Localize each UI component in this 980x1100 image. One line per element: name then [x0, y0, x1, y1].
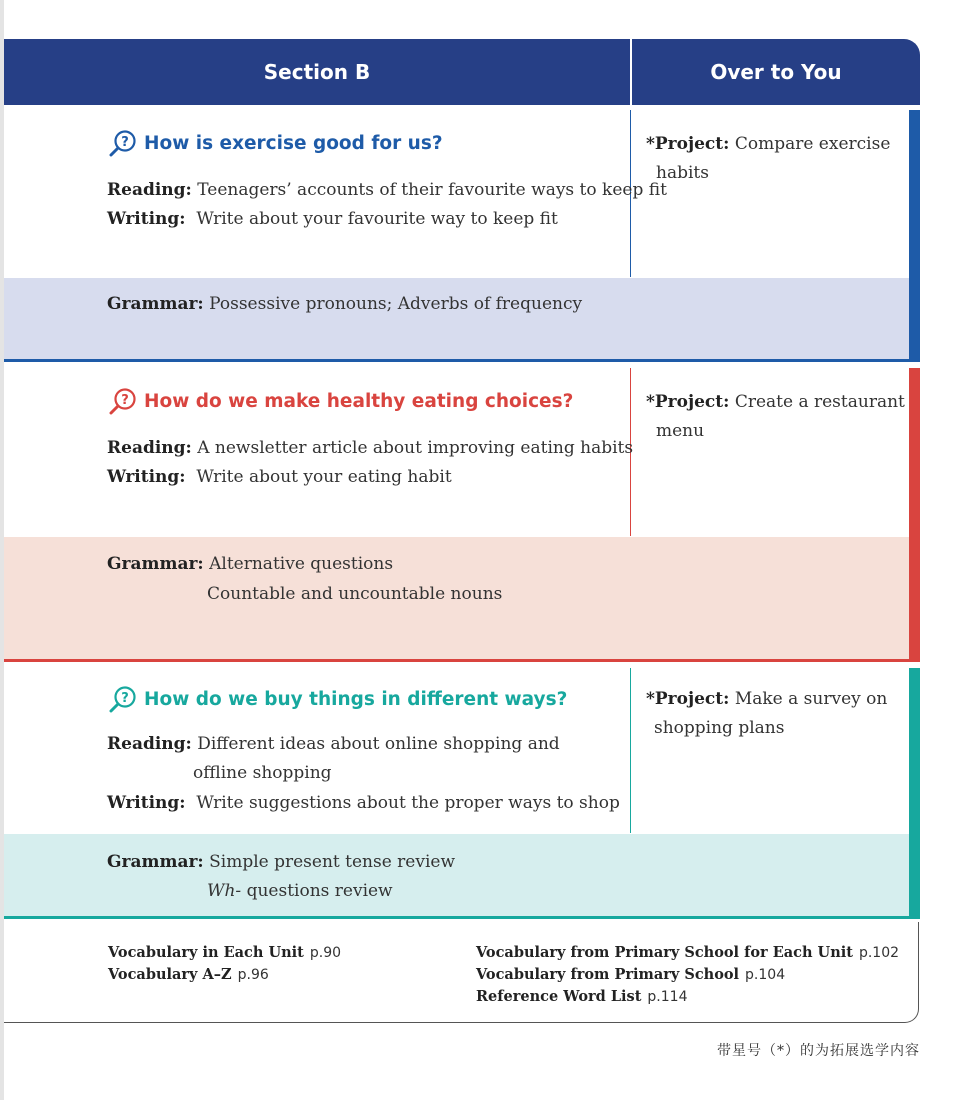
vocab-label: Vocabulary in Each Unit: [108, 944, 304, 961]
vocab-page: p.104: [745, 967, 786, 983]
grammar-line-2: [207, 881, 393, 901]
svg-text:?: ?: [121, 691, 129, 706]
project-cell: [646, 130, 890, 188]
vocab-label: Reference Word List: [476, 988, 642, 1005]
question-text: How is exercise good for us?: [144, 132, 443, 154]
unit-bottom-rule: [4, 659, 920, 662]
optional-content-note: 带星号（*）的为拓展选学内容: [717, 1043, 920, 1059]
grammar-label: Grammar:: [107, 294, 204, 314]
header-over-to-you: Over to You: [710, 60, 842, 84]
unit-color-bar: [909, 110, 920, 362]
vocab-label: Vocabulary from Primary School: [476, 966, 740, 983]
unit-block-exercise: [4, 110, 920, 362]
vocab-list-left: [108, 942, 341, 986]
grammar-line-2-rest: questions review: [241, 881, 393, 901]
question-text: How do we buy things in different ways?: [144, 688, 568, 710]
reading-text: A newsletter article about improving eating habits: [197, 438, 634, 458]
project-text: Compare exercise: [734, 134, 891, 154]
grammar-text: Alternative questions: [209, 554, 394, 574]
vocab-page: p.96: [237, 967, 269, 983]
writing-label: Writing:: [107, 209, 186, 229]
column-divider: [630, 668, 631, 833]
reading-line-2: offline shopping: [193, 763, 332, 783]
question-text: How do we make healthy eating choices?: [144, 390, 574, 412]
writing-line: [107, 467, 452, 487]
vocab-list-right: [476, 942, 899, 1008]
vocab-item: [108, 942, 341, 964]
unit-block-eating: [4, 368, 920, 662]
question-magnifier-icon: [108, 129, 138, 157]
vocab-item: [476, 986, 899, 1008]
unit-bottom-rule: [4, 916, 920, 919]
vocab-item: [476, 964, 899, 986]
unit-question: [108, 685, 567, 713]
vocab-item: [476, 942, 899, 964]
unit-question: [108, 129, 443, 157]
header-section-b: Section B: [263, 60, 371, 84]
vocab-page: p.114: [647, 989, 688, 1005]
vocabulary-footer: [4, 922, 919, 1023]
vocab-page: p.102: [858, 945, 900, 961]
grammar-line: [107, 294, 582, 314]
question-magnifier-icon: [108, 387, 138, 415]
reading-label: Reading:: [107, 734, 192, 754]
writing-text: Write about your eating habit: [196, 467, 452, 487]
svg-text:?: ?: [121, 393, 129, 408]
project-cell: [646, 685, 887, 743]
project-label: *Project:: [646, 392, 730, 412]
unit-color-bar: [909, 668, 920, 919]
vocab-item: [108, 964, 341, 986]
reading-line: [107, 180, 667, 200]
svg-text:?: ?: [121, 135, 129, 150]
grammar-wh-em: Wh-: [207, 881, 242, 901]
reading-text: Teenagers’ accounts of their favourite ways to keep fit: [197, 180, 667, 200]
unit-bottom-rule: [4, 359, 920, 362]
writing-text: Write about your favourite way to keep fit: [196, 209, 558, 229]
grammar-label: Grammar:: [107, 852, 204, 872]
grammar-text: Possessive pronouns; Adverbs of frequency: [209, 294, 583, 314]
grammar-line: [107, 554, 393, 574]
unit-color-bar: [909, 368, 920, 662]
vocab-label: Vocabulary A–Z: [108, 966, 232, 983]
reading-label: Reading:: [107, 438, 192, 458]
unit-block-shopping: [4, 668, 920, 919]
grammar-band: [4, 834, 909, 916]
project-text-cont: habits: [656, 163, 709, 183]
writing-label: Writing:: [107, 467, 186, 487]
project-cell: [646, 388, 905, 446]
unit-question: [108, 387, 573, 415]
grammar-line-2: Countable and uncountable nouns: [207, 584, 503, 604]
writing-label: Writing:: [107, 793, 186, 813]
writing-line: [107, 793, 620, 813]
project-text: Make a survey on: [734, 689, 888, 709]
reading-line: [107, 734, 560, 754]
reading-label: Reading:: [107, 180, 192, 200]
project-text: Create a restaurant: [734, 392, 905, 412]
grammar-band: [4, 278, 909, 359]
project-text-cont: menu: [656, 421, 705, 441]
writing-line: [107, 209, 558, 229]
table-header: [4, 39, 920, 105]
project-text-cont: shopping plans: [654, 718, 785, 738]
vocab-label: Vocabulary from Primary School for Each Unit: [476, 944, 853, 961]
grammar-line: [107, 852, 455, 872]
vocab-page: p.90: [309, 945, 342, 961]
project-label: *Project:: [646, 689, 730, 709]
project-label: *Project:: [646, 134, 730, 154]
question-magnifier-icon: [108, 685, 138, 713]
writing-text: Write suggestions about the proper ways to shop: [196, 793, 620, 813]
grammar-label: Grammar:: [107, 554, 204, 574]
reading-line: [107, 438, 633, 458]
reading-text: Different ideas about online shopping and: [197, 734, 560, 754]
grammar-text: Simple present tense review: [209, 852, 456, 872]
